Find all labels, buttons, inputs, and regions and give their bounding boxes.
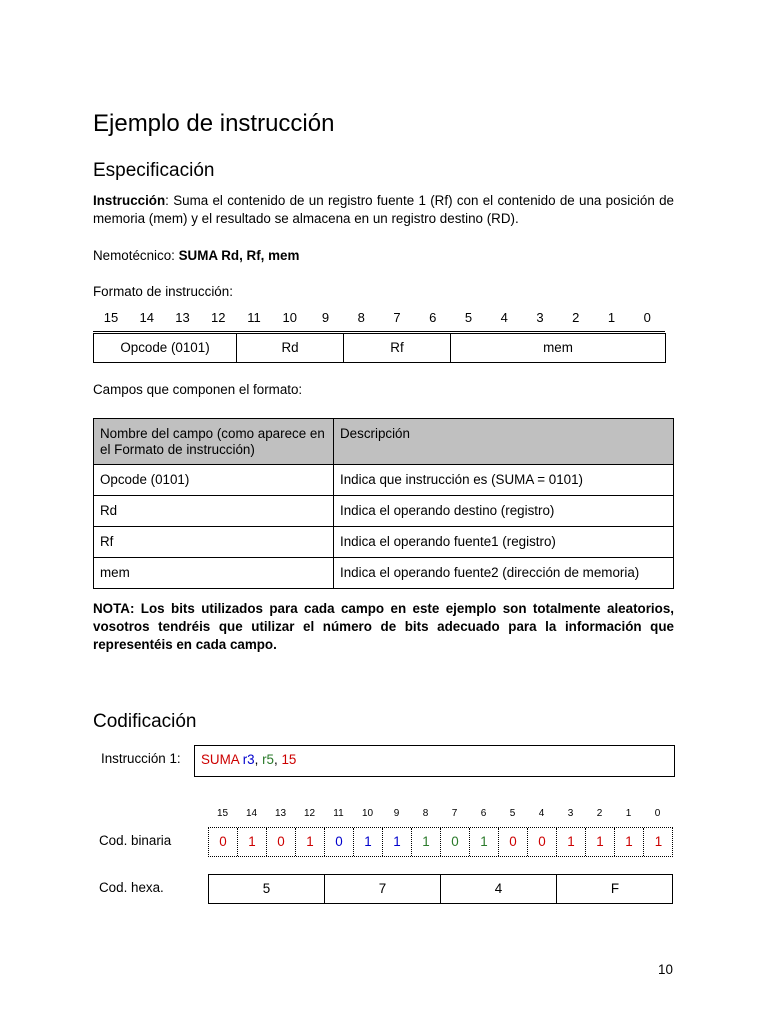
bit-number: 13	[274, 808, 287, 819]
field-name: Rf	[94, 527, 334, 558]
bit-number: 3	[536, 310, 544, 325]
instr-rd: r3	[242, 752, 255, 767]
bit-number: 2	[572, 310, 580, 325]
instruction1-box	[194, 745, 675, 777]
binary-bit: 1	[354, 828, 383, 856]
fields-label: Campos que componen el formato:	[93, 382, 303, 397]
field-name: mem	[94, 558, 334, 589]
mnemonic-value: SUMA Rd, Rf, mem	[178, 248, 300, 263]
bit-number: 8	[422, 808, 429, 819]
bit-number: 1	[625, 808, 632, 819]
binary-bit: 0	[209, 828, 238, 856]
bit-number: 12	[211, 310, 226, 325]
binary-bit: 0	[325, 828, 354, 856]
bit-number: 13	[175, 310, 190, 325]
binary-bit: 1	[586, 828, 615, 856]
bit-number: 10	[361, 808, 374, 819]
note-text: : Los bits utilizados para cada campo en este ejemplo son totalmente aleatorios, vosotros tendréis que utilizar el número de bits adecuado para la información que representéis en cada campo.	[93, 601, 674, 652]
hex-digit: 7	[325, 875, 441, 903]
binary-bit: 1	[296, 828, 325, 856]
binary-bit: 1	[557, 828, 586, 856]
bit-number: 10	[282, 310, 297, 325]
instruction-label: Instrucción	[93, 193, 166, 208]
hex-code-row	[208, 874, 673, 904]
hex-digit: F	[610, 881, 620, 896]
binary-bit: 1	[470, 828, 499, 856]
bit-number: 11	[247, 310, 261, 325]
instruction1-label: Instrucción 1:	[101, 751, 181, 766]
note	[93, 600, 674, 654]
instr-mnemonic: SUMA	[201, 752, 239, 767]
field-description: Indica el operando destino (registro)	[334, 496, 674, 527]
binary-bit: 0	[267, 828, 296, 856]
bit-number: 3	[567, 808, 574, 819]
instruction-description	[93, 192, 674, 228]
bit-number: 0	[643, 310, 651, 325]
bit-number: 14	[139, 310, 154, 325]
table-header-description: Descripción	[334, 419, 674, 465]
field-name: Rd	[94, 496, 334, 527]
table-header-row	[94, 419, 674, 465]
field-description: Indica el operando fuente2 (dirección de memoria)	[334, 558, 674, 589]
field-name: Opcode (0101)	[94, 465, 334, 496]
section-heading-especificacion: Especificación	[93, 160, 215, 181]
bit-number: 14	[245, 808, 258, 819]
table-header-name: Nombre del campo (como aparece en el Formato de instrucción)	[94, 419, 334, 465]
instr-rf: r5	[262, 752, 274, 767]
format-field-rf: Rf	[344, 334, 451, 362]
binary-bit: 1	[654, 834, 663, 849]
format-field-opcode: Opcode (0101)	[94, 334, 237, 362]
format-bit-numbers	[93, 310, 665, 326]
binary-bit: 1	[238, 828, 267, 856]
hex-digit: 5	[209, 875, 325, 903]
bit-number: 4	[500, 310, 508, 325]
page-title: Ejemplo de instrucción	[93, 110, 335, 137]
instr-mem: 15	[281, 752, 297, 767]
bit-number: 15	[103, 310, 119, 325]
format-field-rd: Rd	[237, 334, 344, 362]
bit-number: 2	[596, 808, 603, 819]
bit-number: 15	[216, 808, 229, 819]
binary-bit: 1	[383, 828, 412, 856]
section-heading-codificacion: Codificación	[93, 711, 197, 732]
binary-label: Cod. binaria	[99, 833, 172, 848]
bit-number: 5	[509, 808, 516, 819]
binary-bit: 0	[499, 828, 528, 856]
mnemonic-line	[93, 248, 299, 263]
bit-number: 4	[538, 808, 545, 819]
hex-digit: 4	[441, 875, 557, 903]
binary-bit: 0	[441, 828, 470, 856]
instr-sep: ,	[254, 752, 263, 767]
table-row	[94, 558, 674, 589]
binary-bit: 1	[412, 828, 441, 856]
fields-table	[93, 418, 674, 589]
bit-number: 5	[464, 310, 473, 325]
page-number: 10	[658, 962, 673, 977]
binary-bit: 1	[615, 828, 644, 856]
table-row	[94, 527, 674, 558]
bit-number: 9	[393, 808, 400, 819]
bit-number: 11	[333, 808, 344, 819]
bit-number: 7	[393, 310, 401, 325]
format-field-mem: mem	[543, 340, 573, 355]
instruction-format-box	[93, 333, 666, 363]
bit-number: 12	[303, 808, 316, 819]
table-row	[94, 496, 674, 527]
bit-number: 1	[607, 310, 616, 325]
instruction-text: : Suma el contenido de un registro fuente 1 (Rf) con el contenido de una posición de memoria (mem) y el resultado se almacena en un registro destino (RD).	[93, 193, 674, 226]
bit-number: 6	[429, 310, 437, 325]
bit-number: 0	[654, 808, 661, 819]
bit-number: 6	[480, 808, 487, 819]
hex-label: Cod. hexa.	[99, 880, 164, 895]
coding-bit-numbers	[208, 808, 672, 820]
bit-number: 7	[451, 808, 458, 819]
binary-bit: 0	[528, 828, 557, 856]
note-label: NOTA	[93, 601, 130, 616]
field-description: Indica que instrucción es (SUMA = 0101)	[334, 465, 674, 496]
bit-ruler-line	[93, 331, 665, 332]
mnemonic-label: Nemotécnico:	[93, 248, 179, 263]
table-row	[94, 465, 674, 496]
bit-number: 8	[357, 310, 365, 325]
binary-code-row	[208, 827, 673, 857]
instr-sep: ,	[273, 752, 282, 767]
format-label: Formato de instrucción:	[93, 284, 233, 299]
bit-number: 9	[321, 310, 330, 325]
field-description: Indica el operando fuente1 (registro)	[334, 527, 674, 558]
